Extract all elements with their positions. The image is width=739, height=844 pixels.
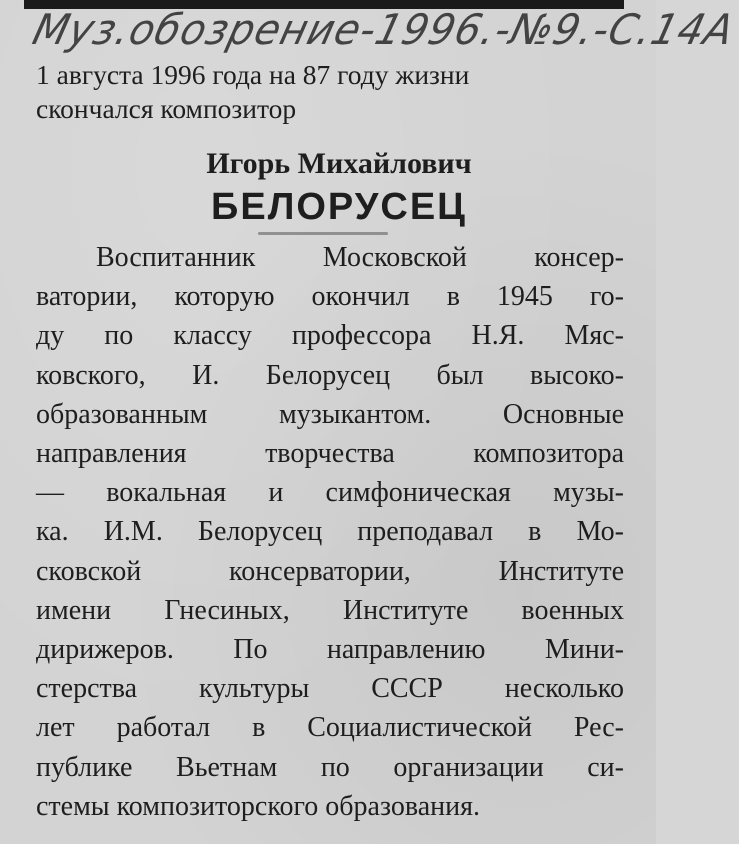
body-line: образованным музыкантом. Основные [36,398,624,430]
body-line: ка. И.М. Белорусец преподавал в Мо- [36,516,624,548]
obituary-intro [36,58,636,126]
body-line: стерства культуры СССР несколько [36,673,624,705]
body-line: ду по классу профессора Н.Я. Мяс- [36,320,624,352]
body-line: Воспитанник Московской консер- [96,242,624,273]
handwritten-source-note: Муз.обозрение-1996.-№9.-С.14А [27,6,739,55]
body-line: направления творчества композитора [36,438,624,470]
body-line: публике Вьетнам по организации си- [36,751,624,783]
body-line: стемы композиторского образования. [36,790,480,822]
body-line: — вокальная и симфоническая музы- [36,477,624,509]
obituary-body [36,238,624,826]
pencil-underline [258,232,388,235]
person-name: Игорь Михайлович [206,147,472,180]
intro-line-1: 1 августа 1996 года на 87 году жизни [36,59,470,90]
person-surname: БЕЛОРУСЕЦ [211,186,467,228]
body-line: ковского, И. Белорусец был высоко- [36,359,624,391]
body-line: имени Гнесиных, Институте военных [36,594,624,626]
body-line: дирижеров. По направлению Мини- [36,634,624,666]
body-line: лет работал в Социалистической Рес- [36,712,624,744]
body-line: ватории, которую окончил в 1945 го- [36,281,624,313]
intro-line-2: скончался композитор [36,93,297,124]
body-line: сковской консерватории, Институте [36,555,624,587]
